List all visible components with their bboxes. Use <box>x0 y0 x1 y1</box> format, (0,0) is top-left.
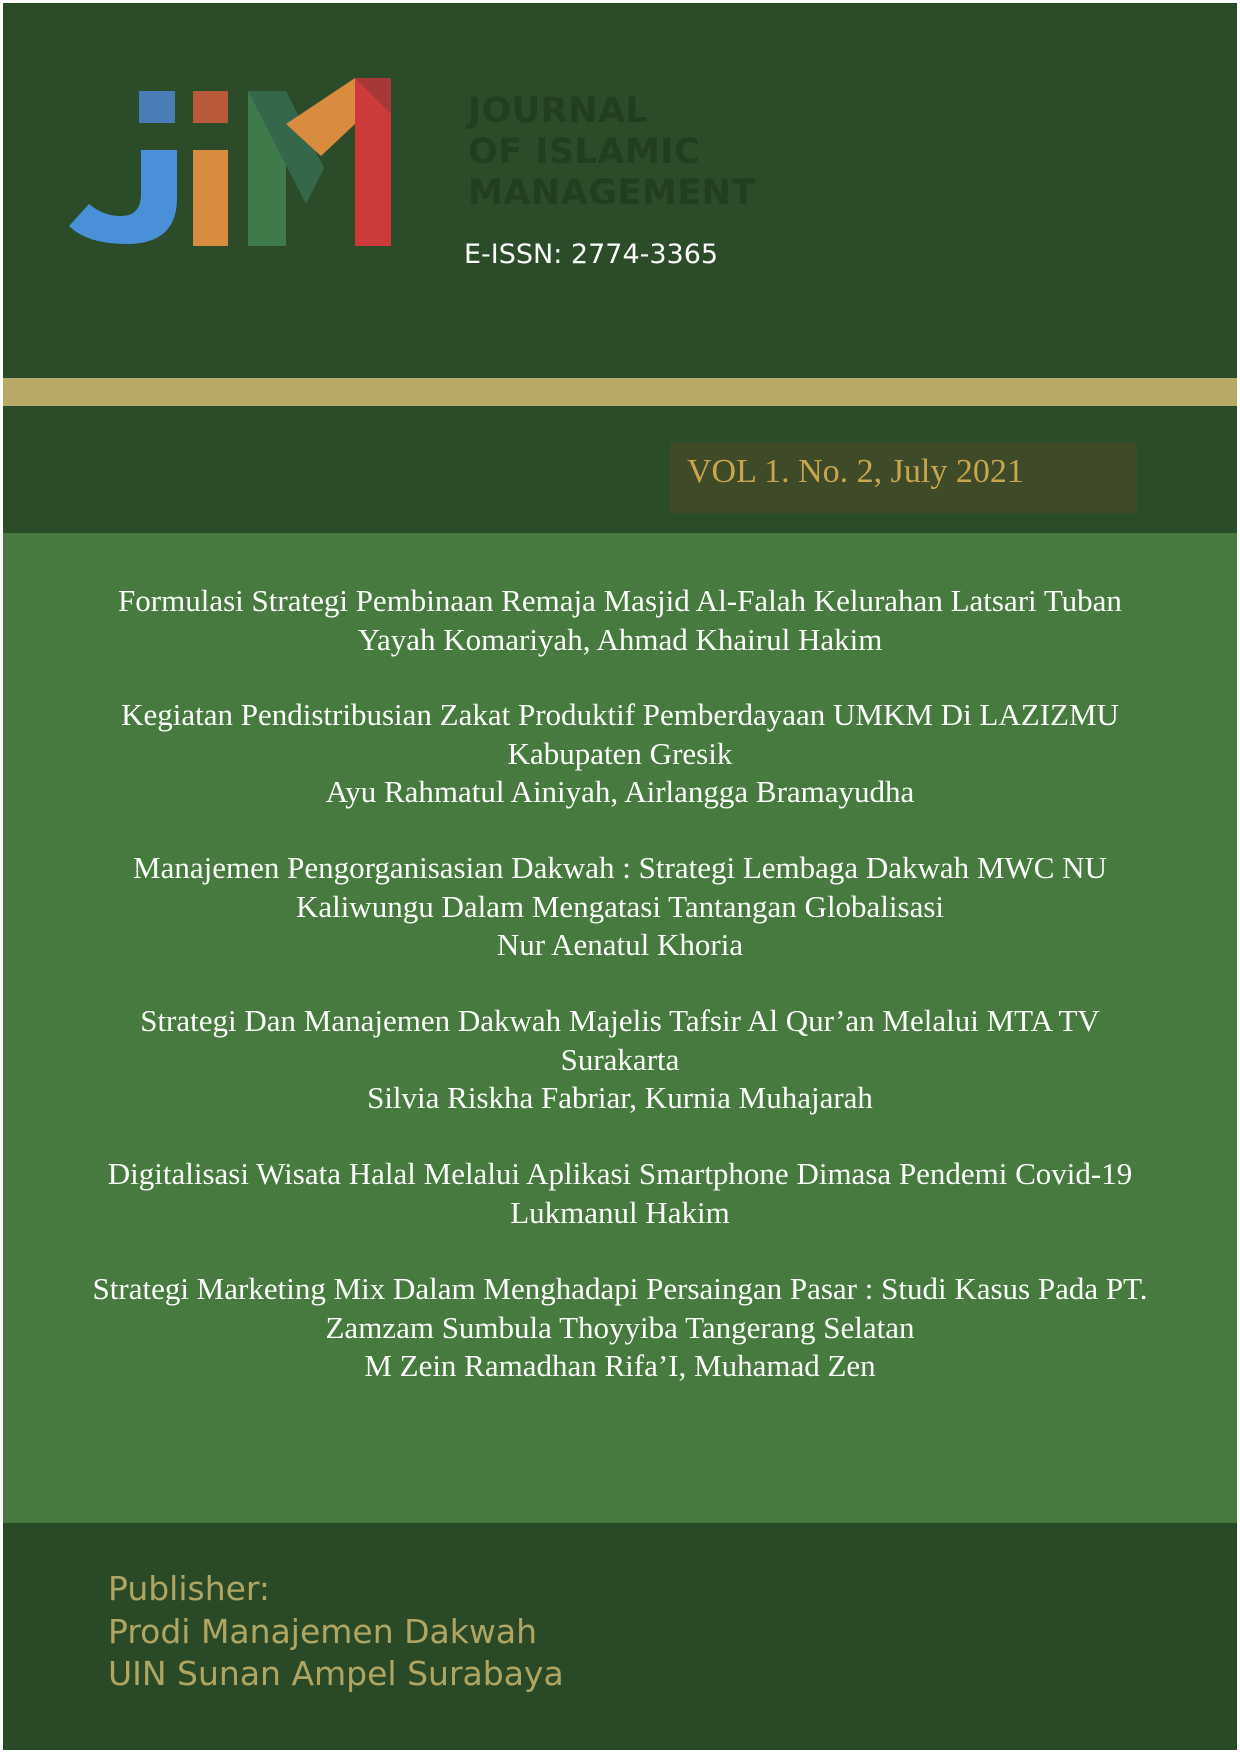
cover-footer <box>3 1523 1237 1750</box>
article-title-line: Surakarta <box>560 1041 680 1077</box>
article-2 <box>23 696 1217 812</box>
journal-name-line-3: MANAGEMENT <box>468 173 756 213</box>
journal-name <box>468 91 888 214</box>
article-title-line: Formulasi Strategi Pembinaan Remaja Masjid Al-Falah Kelurahan Latsari Tuban <box>118 583 1122 618</box>
journal-name-line-2: OF ISLAMIC <box>468 132 701 172</box>
publisher-name: Prodi Manajemen Dakwah <box>108 1611 537 1651</box>
article-title-line: Kabupaten Gresik <box>507 735 733 771</box>
jim-logo-icon <box>69 78 439 278</box>
article-title-line: Digitalisasi Wisata Halal Melalui Aplikasi Smartphone Dimasa Pendemi Covid-19 <box>107 1156 1133 1191</box>
article-title-line: Manajemen Pengorganisasian Dakwah : Strategi Lembaga Dakwah MWC NU <box>133 850 1107 885</box>
article-3 <box>23 849 1217 965</box>
article-authors: M Zein Ramadhan Rifa’I, Muhamad Zen <box>364 1348 876 1383</box>
jim-logo <box>69 78 439 278</box>
article-title-line: Strategi Marketing Mix Dalam Menghadapi Persaingan Pasar : Studi Kasus Pada PT. <box>92 1271 1148 1306</box>
article-authors: Lukmanul Hakim <box>510 1194 730 1230</box>
article-authors: Nur Aenatul Khoria <box>496 927 744 962</box>
article-title-line: Kegiatan Pendistribusian Zakat Produktif Pemberdayaan UMKM Di LAZIZMU <box>121 697 1119 732</box>
publisher-institution: UIN Sunan Ampel Surabaya <box>108 1654 564 1693</box>
journal-name-line-1: JOURNAL <box>468 91 649 131</box>
journal-cover <box>3 3 1237 1750</box>
article-authors: Silvia Riskha Fabriar, Kurnia Muhajarah <box>367 1080 873 1115</box>
issn-number: E-ISSN: 2774-3365 <box>464 239 719 270</box>
volume-box <box>670 443 1137 513</box>
article-title-line: Strategi Dan Manajemen Dakwah Majelis Tafsir Al Qur’an Melalui MTA TV <box>140 1003 1100 1038</box>
article-authors: Ayu Rahmatul Ainiyah, Airlangga Bramayudha <box>325 774 915 809</box>
article-6 <box>23 1270 1217 1386</box>
article-4 <box>23 1002 1217 1118</box>
article-5 <box>23 1155 1217 1232</box>
article-title-line: Zamzam Sumbula Thoyyiba Tangerang Selatan <box>325 1309 915 1345</box>
volume-issue-label: VOL 1. No. 2, July 2021 <box>687 453 1024 490</box>
cover-header <box>3 3 1237 378</box>
publisher-label: Publisher: <box>108 1569 271 1608</box>
table-of-contents <box>3 533 1237 1523</box>
article-authors: Yayah Komariyah, Ahmad Khairul Hakim <box>357 621 883 657</box>
article-1 <box>23 582 1217 659</box>
gold-divider-band <box>3 378 1237 406</box>
publisher-info <box>108 1568 564 1696</box>
article-title-line: Kaliwungu Dalam Mengatasi Tantangan Globalisasi <box>295 888 945 924</box>
volume-strip <box>3 406 1237 533</box>
